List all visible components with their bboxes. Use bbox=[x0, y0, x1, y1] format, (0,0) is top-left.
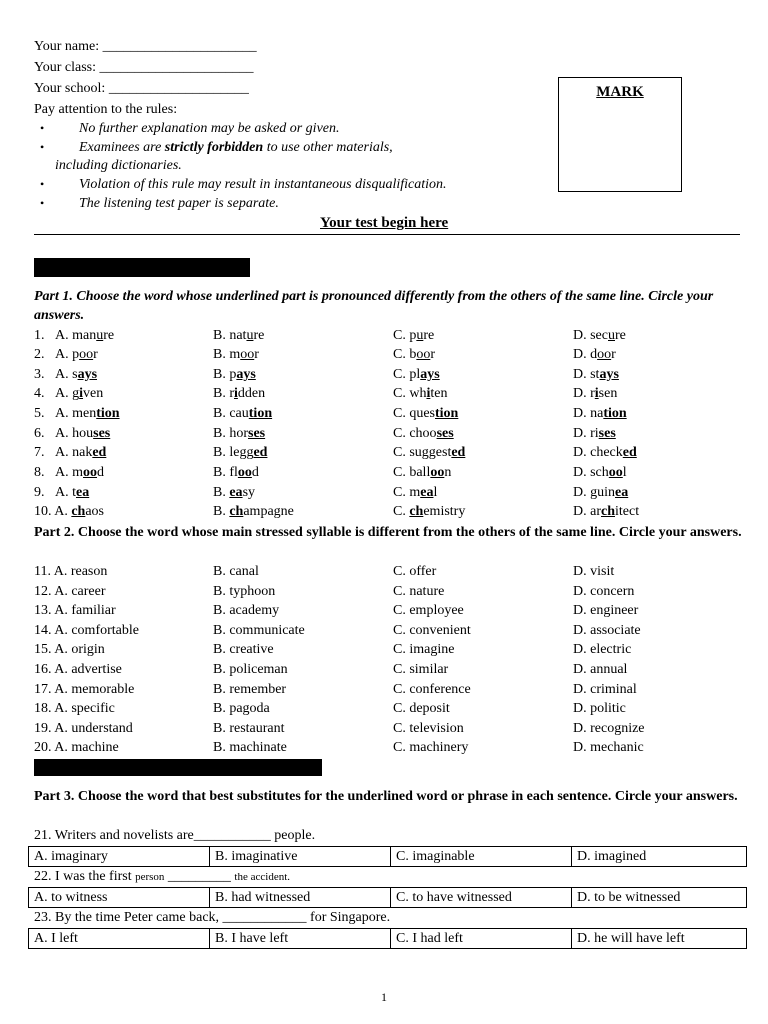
q7-row bbox=[34, 443, 734, 462]
q22-d[interactable]: D. to be witnessed bbox=[572, 888, 747, 908]
q19-c[interactable]: C. television bbox=[393, 720, 464, 736]
q1-b[interactable]: B. nature bbox=[213, 328, 265, 343]
q1-c[interactable]: C. pure bbox=[393, 328, 435, 343]
part1-title: Part 1. Choose the word whose underlined part is pronounced differently from the others of the same line. Circle your answers. bbox=[34, 289, 714, 323]
q6-row bbox=[34, 424, 734, 443]
q4-d[interactable]: D. risen bbox=[573, 386, 618, 401]
rule-1: No further explanation may be asked or given. bbox=[79, 121, 340, 136]
q22-a[interactable]: A. to witness bbox=[29, 888, 210, 908]
q4-row bbox=[34, 384, 734, 403]
q12-row bbox=[34, 582, 734, 601]
q19-b[interactable]: B. restaurant bbox=[213, 720, 285, 736]
q9-row bbox=[34, 483, 734, 502]
q4-b[interactable]: B. ridden bbox=[213, 386, 266, 401]
q5-a[interactable]: 5. A. mention bbox=[34, 406, 120, 421]
page-number: 1 bbox=[381, 990, 387, 1004]
q8-d[interactable]: D. school bbox=[573, 465, 627, 480]
redacted-bar bbox=[34, 258, 250, 277]
q5-b[interactable]: B. caution bbox=[213, 406, 273, 421]
q9-d[interactable]: D. guinea bbox=[573, 485, 629, 500]
q16-row bbox=[34, 660, 734, 679]
q18-d[interactable]: D. politic bbox=[573, 701, 626, 717]
q5-d[interactable]: D. nation bbox=[573, 406, 627, 421]
q1-row bbox=[34, 326, 734, 345]
q8-a[interactable]: 8. A. mood bbox=[34, 465, 104, 480]
q17-d[interactable]: D. criminal bbox=[573, 681, 637, 697]
q21-c[interactable]: C. imaginable bbox=[391, 847, 572, 867]
q3-a[interactable]: 3. A. says bbox=[34, 367, 98, 382]
q22-options bbox=[28, 887, 747, 908]
q14-row bbox=[34, 621, 734, 640]
rule-4: The listening test paper is separate. bbox=[79, 196, 279, 211]
q16-d[interactable]: D. annual bbox=[573, 662, 628, 677]
q23-a[interactable]: A. I left bbox=[29, 929, 210, 949]
q15-d[interactable]: D. electric bbox=[573, 642, 632, 658]
q23-d[interactable]: D. he will have left bbox=[572, 929, 747, 949]
q21-a[interactable]: A. imaginary bbox=[29, 847, 210, 867]
q15-a[interactable]: 15. A. origin bbox=[34, 642, 105, 658]
q17-b[interactable]: B. remember bbox=[213, 681, 287, 697]
q20-d[interactable]: D. mechanic bbox=[573, 740, 644, 756]
q11-a[interactable]: 11. A. reason bbox=[34, 564, 108, 579]
q11-b[interactable]: B. canal bbox=[213, 564, 259, 579]
q17-c[interactable]: C. conference bbox=[393, 681, 471, 697]
q16-a[interactable]: 16. A. advertise bbox=[34, 662, 122, 677]
q12-b[interactable]: B. typhoon bbox=[213, 583, 276, 599]
part3-title: Part 3. Choose the word that best substitutes for the underlined word or phrase in each sentence. Circle your answers. bbox=[34, 789, 738, 804]
q1-a[interactable]: 1. A. manure bbox=[34, 328, 115, 343]
q18-b[interactable]: B. pagoda bbox=[213, 701, 270, 717]
q13-a[interactable]: 13. A. familiar bbox=[34, 603, 116, 619]
rule-2: Examinees are strictly forbidden to use other materials, bbox=[79, 140, 393, 155]
q11-d[interactable]: D. visit bbox=[573, 564, 615, 579]
q15-b[interactable]: B. creative bbox=[213, 642, 274, 658]
q15-row bbox=[34, 640, 734, 659]
q23-options bbox=[28, 928, 747, 949]
q3-d[interactable]: D. stays bbox=[573, 367, 619, 382]
q2-row bbox=[34, 345, 734, 364]
divider bbox=[34, 234, 740, 235]
q11-row bbox=[34, 562, 734, 581]
q2-b[interactable]: B. moor bbox=[213, 347, 259, 362]
q9-a[interactable]: 9. A. tea bbox=[34, 485, 90, 500]
q19-d[interactable]: D. recognize bbox=[573, 720, 645, 736]
q3-row bbox=[34, 365, 734, 384]
q20-c[interactable]: C. machinery bbox=[393, 740, 469, 756]
q18-a[interactable]: 18. A. specific bbox=[34, 701, 115, 717]
q17-a[interactable]: 17. A. memorable bbox=[34, 681, 135, 697]
redacted-bar bbox=[34, 759, 322, 776]
q22-text: 22. I was the first person _________ the accident. bbox=[34, 869, 291, 884]
q8-c[interactable]: C. balloon bbox=[393, 465, 452, 480]
rule-2-cont: including dictionaries. bbox=[55, 158, 182, 173]
q13-d[interactable]: D. engineer bbox=[573, 603, 639, 619]
bullet: • bbox=[40, 140, 45, 154]
q12-a[interactable]: 12. A. career bbox=[34, 583, 106, 599]
q5-c[interactable]: C. question bbox=[393, 406, 459, 421]
mark-label: MARK bbox=[596, 84, 644, 100]
q7-a[interactable]: 7. A. naked bbox=[34, 445, 107, 460]
q21-text: 21. Writers and novelists are___________ people. bbox=[34, 828, 316, 843]
q14-d[interactable]: D. associate bbox=[573, 622, 641, 638]
q22-b[interactable]: B. had witnessed bbox=[210, 888, 391, 908]
q16-b[interactable]: B. policeman bbox=[213, 662, 288, 677]
q2-d[interactable]: D. door bbox=[573, 347, 616, 362]
q17-row bbox=[34, 680, 734, 699]
q7-c[interactable]: C. suggested bbox=[393, 445, 466, 460]
q14-a[interactable]: 14. A. comfortable bbox=[34, 622, 139, 638]
q13-row bbox=[34, 601, 734, 620]
part2-title: Part 2. Choose the word whose main stressed syllable is different from the others of the same line. Circle your answers. bbox=[34, 525, 742, 540]
name-field[interactable]: Your name: ______________________ bbox=[34, 39, 257, 54]
q21-d[interactable]: D. imagined bbox=[572, 847, 747, 867]
q10-row bbox=[34, 502, 734, 521]
q23-b[interactable]: B. I have left bbox=[210, 929, 391, 949]
q21-options bbox=[28, 846, 747, 867]
q8-row bbox=[34, 463, 734, 482]
q14-b[interactable]: B. communicate bbox=[213, 622, 305, 638]
q2-c[interactable]: C. boor bbox=[393, 347, 436, 362]
q9-b[interactable]: B. easy bbox=[213, 485, 256, 500]
q18-c[interactable]: C. deposit bbox=[393, 701, 450, 717]
test-begin-heading: Your test begin here bbox=[320, 215, 449, 231]
q22-c[interactable]: C. to have witnessed bbox=[391, 888, 572, 908]
q21-b[interactable]: B. imaginative bbox=[210, 847, 391, 867]
q18-row bbox=[34, 699, 734, 718]
bullet: • bbox=[40, 177, 45, 191]
q20-row bbox=[34, 738, 734, 757]
mark-box bbox=[558, 77, 682, 192]
q13-c[interactable]: C. employee bbox=[393, 603, 464, 619]
q10-b[interactable]: B. champagne bbox=[213, 504, 294, 519]
bullet: • bbox=[40, 121, 45, 135]
q15-c[interactable]: C. imagine bbox=[393, 642, 455, 658]
q5-row bbox=[34, 404, 734, 423]
q13-b[interactable]: B. academy bbox=[213, 603, 280, 619]
q4-a[interactable]: 4. A. given bbox=[34, 386, 104, 401]
rules-intro: Pay attention to the rules: bbox=[34, 102, 178, 117]
q8-b[interactable]: B. flood bbox=[213, 465, 259, 480]
class-field[interactable]: Your class: ______________________ bbox=[34, 60, 254, 75]
q3-c[interactable]: C. plays bbox=[393, 367, 440, 382]
q10-a[interactable]: 10. A. chaos bbox=[34, 504, 105, 519]
q6-d[interactable]: D. rises bbox=[573, 426, 616, 441]
q1-d[interactable]: D. secure bbox=[573, 328, 626, 343]
q19-row bbox=[34, 719, 734, 738]
q10-d[interactable]: D. architect bbox=[573, 504, 640, 519]
q12-d[interactable]: D. concern bbox=[573, 583, 635, 599]
q16-c[interactable]: C. similar bbox=[393, 662, 449, 677]
q23-text: 23. By the time Peter came back, ____________ for Singapore. bbox=[34, 910, 391, 925]
q7-d[interactable]: D. checked bbox=[573, 445, 637, 460]
q6-b[interactable]: B. horses bbox=[213, 426, 266, 441]
q10-c[interactable]: C. chemistry bbox=[393, 504, 466, 519]
q6-c[interactable]: C. chooses bbox=[393, 426, 454, 441]
bullet: • bbox=[40, 196, 45, 210]
q9-c[interactable]: C. meal bbox=[393, 485, 438, 500]
rule-3: Violation of this rule may result in instantaneous disqualification. bbox=[79, 177, 447, 192]
q7-b[interactable]: B. legged bbox=[213, 445, 268, 460]
q20-a[interactable]: 20. A. machine bbox=[34, 740, 119, 756]
school-field[interactable]: Your school: ____________________ bbox=[34, 81, 249, 96]
q20-b[interactable]: B. machinate bbox=[213, 740, 287, 756]
q4-c[interactable]: C. whiten bbox=[393, 386, 448, 401]
q19-a[interactable]: 19. A. understand bbox=[34, 720, 133, 736]
q14-c[interactable]: C. convenient bbox=[393, 622, 471, 638]
q2-a[interactable]: 2. A. poor bbox=[34, 347, 98, 362]
q12-c[interactable]: C. nature bbox=[393, 583, 445, 599]
q3-b[interactable]: B. pays bbox=[213, 367, 256, 382]
q11-c[interactable]: C. offer bbox=[393, 564, 437, 579]
q6-a[interactable]: 6. A. houses bbox=[34, 426, 111, 441]
q23-c[interactable]: C. I had left bbox=[391, 929, 572, 949]
